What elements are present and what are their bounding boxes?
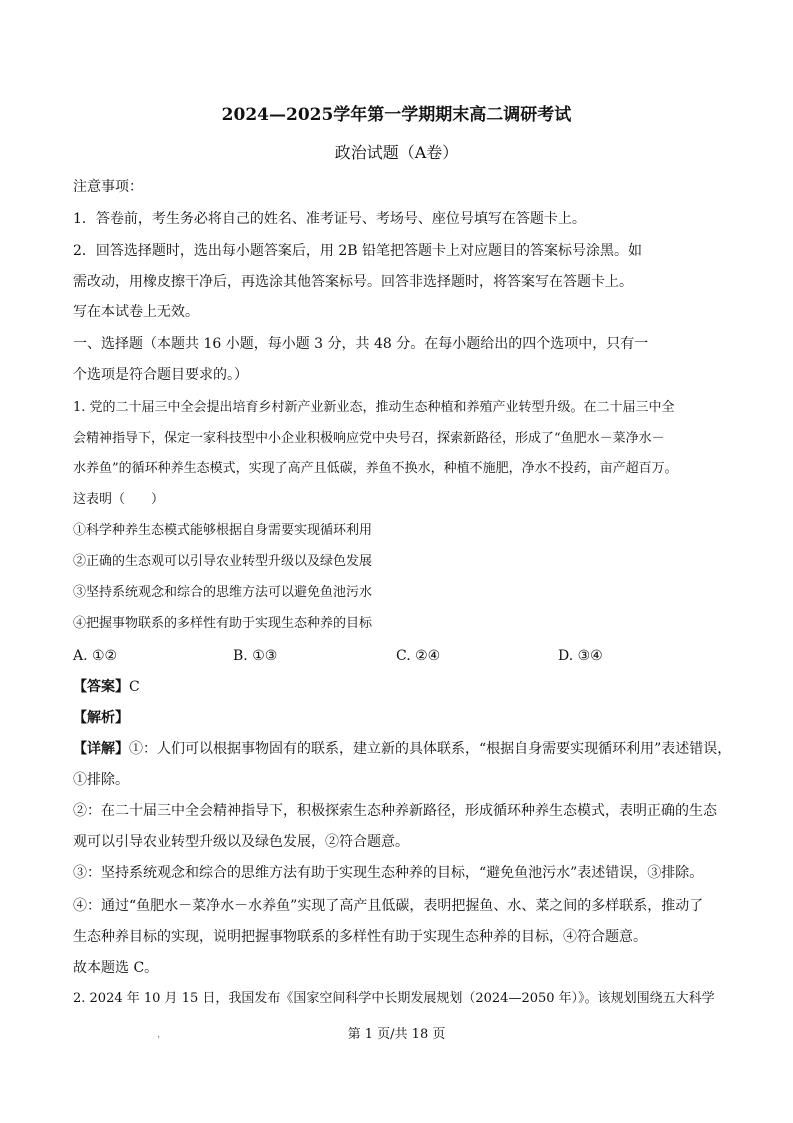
q1-answer — [73, 677, 723, 697]
q1-detail-line-3: ②：在二十届三中全会精神指导下，积极探索生态种养新路径，形成循环种养生态模式，表明正确的生态 — [73, 803, 717, 819]
q1-detail-line-6: ④：通过“鱼肥水－菜净水－水养鱼”实现了高产且低碳，表明把握鱼、水、菜之间的多样联系，推动了 — [73, 898, 704, 914]
q1-stem-line-3: 水养鱼”的循环种养生态模式，实现了高产且低碳，养鱼不换水，种植不施肥，净水不投药，亩产超百万。 — [73, 461, 678, 476]
answer-label: 【答案】 — [73, 679, 129, 695]
q1-stem-line-2: 会精神指导下，保定一家科技型中小企业积极响应党中央号召，探索新路径，形成了“鱼肥水－菜净水－ — [73, 431, 665, 446]
notice-item-2-line-3: 写在本试卷上无效。 — [73, 304, 199, 320]
analysis-label: 【解析】 — [73, 710, 129, 726]
notice-item-1: 1．答卷前，考生务必将自己的姓名、准考证号、考场号、座位号填写在答题卡上。 — [73, 211, 586, 227]
q1-option-d: D. ③④ — [558, 648, 603, 664]
detail-text: ①：人们可以根据事物固有的联系，建立新的具体联系，“根据自身需要实现循环利用”表述错误， — [129, 741, 732, 757]
q1-statement-3: ③坚持系统观念和综合的思维方法可以避免鱼池污水 — [73, 585, 373, 600]
page-number: 第 1 页/共 18 页 — [347, 1027, 446, 1042]
q2-stem-line-1: 2. 2024 年 10 月 15 日，我国发布《国家空间科学中长期发展规划（2024—2050 年）》。该规划围绕五大科学 — [73, 991, 715, 1006]
q1-statement-4: ④把握事物联系的多样性有助于实现生态种养的目标 — [73, 616, 373, 631]
notice-item-2-line-2: 需改动，用橡皮擦干净后，再选涂其他答案标号。回答非选择题时，将答案写在答题卡上。 — [73, 274, 633, 290]
section-instruction-line-1: 一、选择题（本题共 16 小题，每小题 3 分，共 48 分。在每小题给出的四个选项中，只有一 — [73, 336, 649, 352]
q1-stem-line-1: 1. 党的二十届三中全会提出培育乡村新产业新业态，推动生态种植和养殖产业转型升级。在二十届三中全 — [73, 400, 675, 415]
notice-heading: 注意事项： — [73, 179, 143, 195]
q1-conclusion: 故本题选 C。 — [73, 960, 159, 976]
exam-title: 2024—2025学年第一学期期末高二调研考试 — [221, 105, 572, 125]
footer-mark: ， — [157, 1029, 167, 1040]
detail-label: 【详解】 — [73, 741, 129, 757]
q1-option-a: A. ①② — [73, 648, 118, 664]
q1-detail-line-7: 生态种养目标的实现，说明把握事物联系的多样性有助于实现生态种养的目标，④符合题意。 — [73, 929, 647, 945]
q1-option-c: C. ②④ — [396, 648, 441, 664]
q1-option-b: B. ①③ — [233, 648, 278, 664]
q1-statement-1: ①科学种养生态模式能够根据自身需要实现循环利用 — [73, 523, 373, 538]
q1-analysis — [73, 708, 723, 728]
q1-detail-line-5: ③：坚持系统观念和综合的思维方法有助于实现生态种养的目标，“避免鱼池污水”表述错误，③排除。 — [73, 865, 704, 881]
q1-detail-line-1 — [73, 739, 732, 759]
exam-subtitle: 政治试题（A卷） — [334, 143, 459, 162]
q1-detail-line-4: 观可以引导农业转型升级以及绿色发展，②符合题意。 — [73, 834, 409, 850]
q1-stem-line-4: 这表明（ ） — [73, 492, 165, 507]
q1-detail-line-2: ①排除。 — [73, 772, 129, 788]
q1-statement-2: ②正确的生态观可以引导农业转型升级以及绿色发展 — [73, 554, 373, 569]
section-instruction-line-2: 个选项是符合题目要求的。） — [73, 367, 248, 383]
notice-item-2-line-1: 2．回答选择题时，选出每小题答案后，用 2B 铅笔把答题卡上对应题目的答案标号涂黑。如 — [73, 243, 643, 259]
answer-value: C — [129, 679, 140, 695]
